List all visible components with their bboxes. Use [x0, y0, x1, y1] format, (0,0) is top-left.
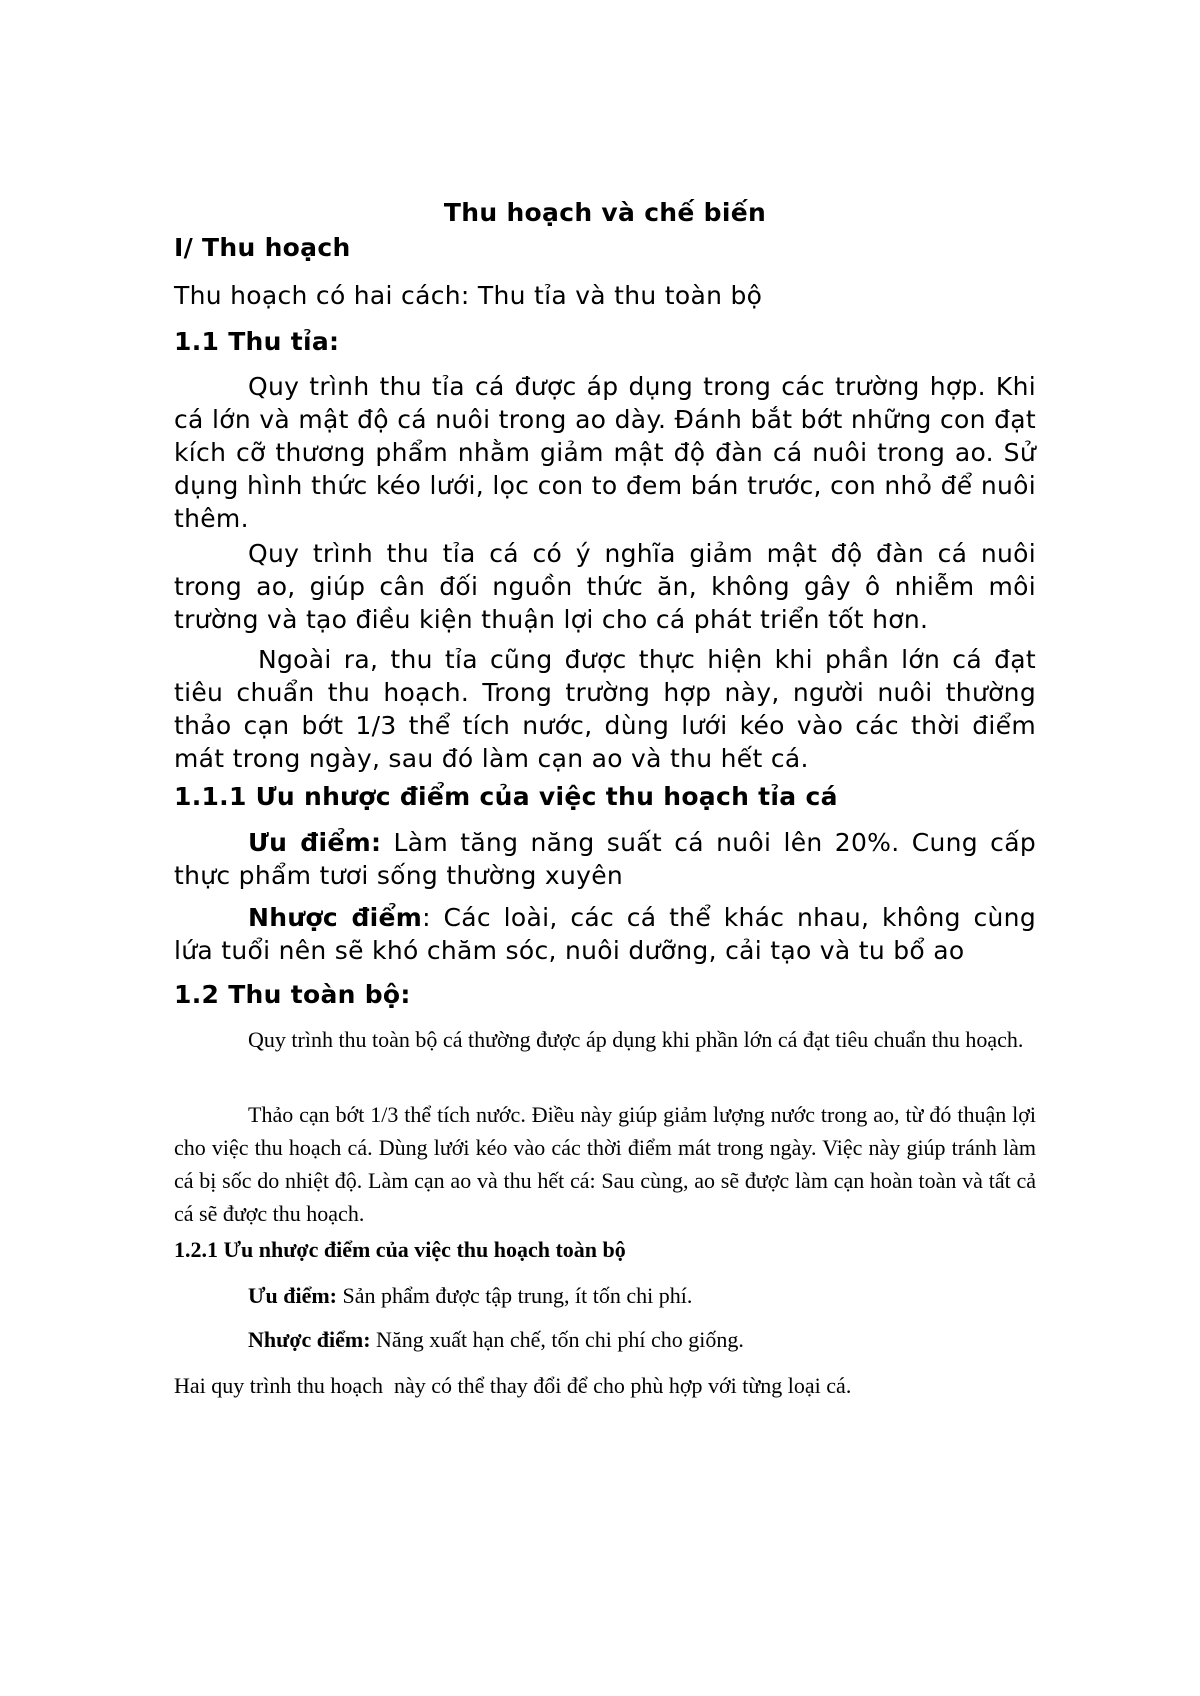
pros-text: Làm tăng năng suất cá nuôi lên 20%. Cung cấp thực phẩm tươi sống thường xuyên: [174, 828, 1036, 890]
partial-harvest-paragraph-1: Quy trình thu tỉa cá được áp dụng trong các trường hợp. Khi cá lớn và mật độ cá nuôi trong ao dày. Đánh bắt bớt những con đạt kích cỡ thương phẩm nhằm giảm mật độ đàn cá nuôi trong ao. Sử dụng hình thức kéo lưới, lọc con to đem bán trước, con nhỏ để nuôi thêm.: [174, 372, 1036, 533]
full-harvest-paragraph-1: Quy trình thu toàn bộ cá thường được áp dụng khi phần lớn cá đạt tiêu chuẩn thu hoạch.: [248, 1027, 1024, 1052]
partial-harvest-pros: [174, 826, 1036, 892]
pros-text: Sản phẩm được tập trung, ít tốn chi phí.: [337, 1283, 693, 1308]
partial-harvest-pros-cons-heading: 1.1.1 Ưu nhược điểm của việc thu hoạch tỉa cá: [174, 782, 838, 811]
partial-harvest-paragraph-2: Quy trình thu tỉa cá có ý nghĩa giảm mật độ đàn cá nuôi trong ao, giúp cân đối nguồn thức ăn, không gây ô nhiễm môi trường và tạo điều kiện thuận lợi cho cá phát triển tốt hơn.: [174, 539, 1036, 634]
cons-text: Năng xuất hạn chế, tốn chi phí cho giống.: [370, 1327, 744, 1352]
full-harvest-paragraph-2: Thảo cạn bớt 1/3 thể tích nước. Điều này giúp giảm lượng nước trong ao, từ đó thuận lợi cho việc thu hoạch cá. Dùng lưới kéo vào các thời điểm mát trong ngày. Việc này giúp tránh làm cá bị sốc do nhiệt độ. Làm cạn ao và thu hết cá: Sau cùng, ao sẽ được làm cạn hoàn toàn và tất cả cá sẽ được thu hoạch.: [174, 1102, 1036, 1226]
document-title: Thu hoạch và chế biến: [443, 198, 767, 227]
cons-text: : Các loài, các cá thể khác nhau, không cùng lứa tuổi nên sẽ khó chăm sóc, nuôi dưỡng, cải tạo và tu bổ ao: [174, 903, 1036, 965]
full-harvest-cons: [174, 1323, 1036, 1356]
pros-label: Ưu điểm:: [248, 1283, 338, 1308]
cons-label: Nhược điểm: [248, 903, 423, 932]
closing-paragraph: Hai quy trình thu hoạch này có thể thay đổi để cho phù hợp với từng loại cá.: [174, 1373, 852, 1398]
section-heading-harvest: I/ Thu hoạch: [174, 233, 351, 262]
full-harvest-pros-cons-heading: 1.2.1 Ưu nhược điểm của việc thu hoạch toàn bộ: [174, 1237, 626, 1262]
partial-harvest-cons: [174, 901, 1036, 967]
subsection-heading-partial-harvest: 1.1 Thu tỉa:: [174, 327, 340, 356]
partial-harvest-paragraph-3: Ngoài ra, thu tỉa cũng được thực hiện khi phần lớn cá đạt tiêu chuẩn thu hoạch. Trong trường hợp này, người nuôi thường thảo cạn bớt 1/3 thể tích nước, dùng lưới kéo vào các thời điểm mát trong ngày, sau đó làm cạn ao và thu hết cá.: [174, 645, 1036, 773]
document-page: [174, 0, 1036, 1696]
pros-label: Ưu điểm:: [248, 828, 382, 857]
subsection-heading-full-harvest: 1.2 Thu toàn bộ:: [174, 980, 411, 1009]
full-harvest-pros: [174, 1279, 1036, 1312]
cons-label: Nhược điểm:: [248, 1327, 371, 1352]
harvest-intro: Thu hoạch có hai cách: Thu tỉa và thu toàn bộ: [174, 281, 763, 310]
